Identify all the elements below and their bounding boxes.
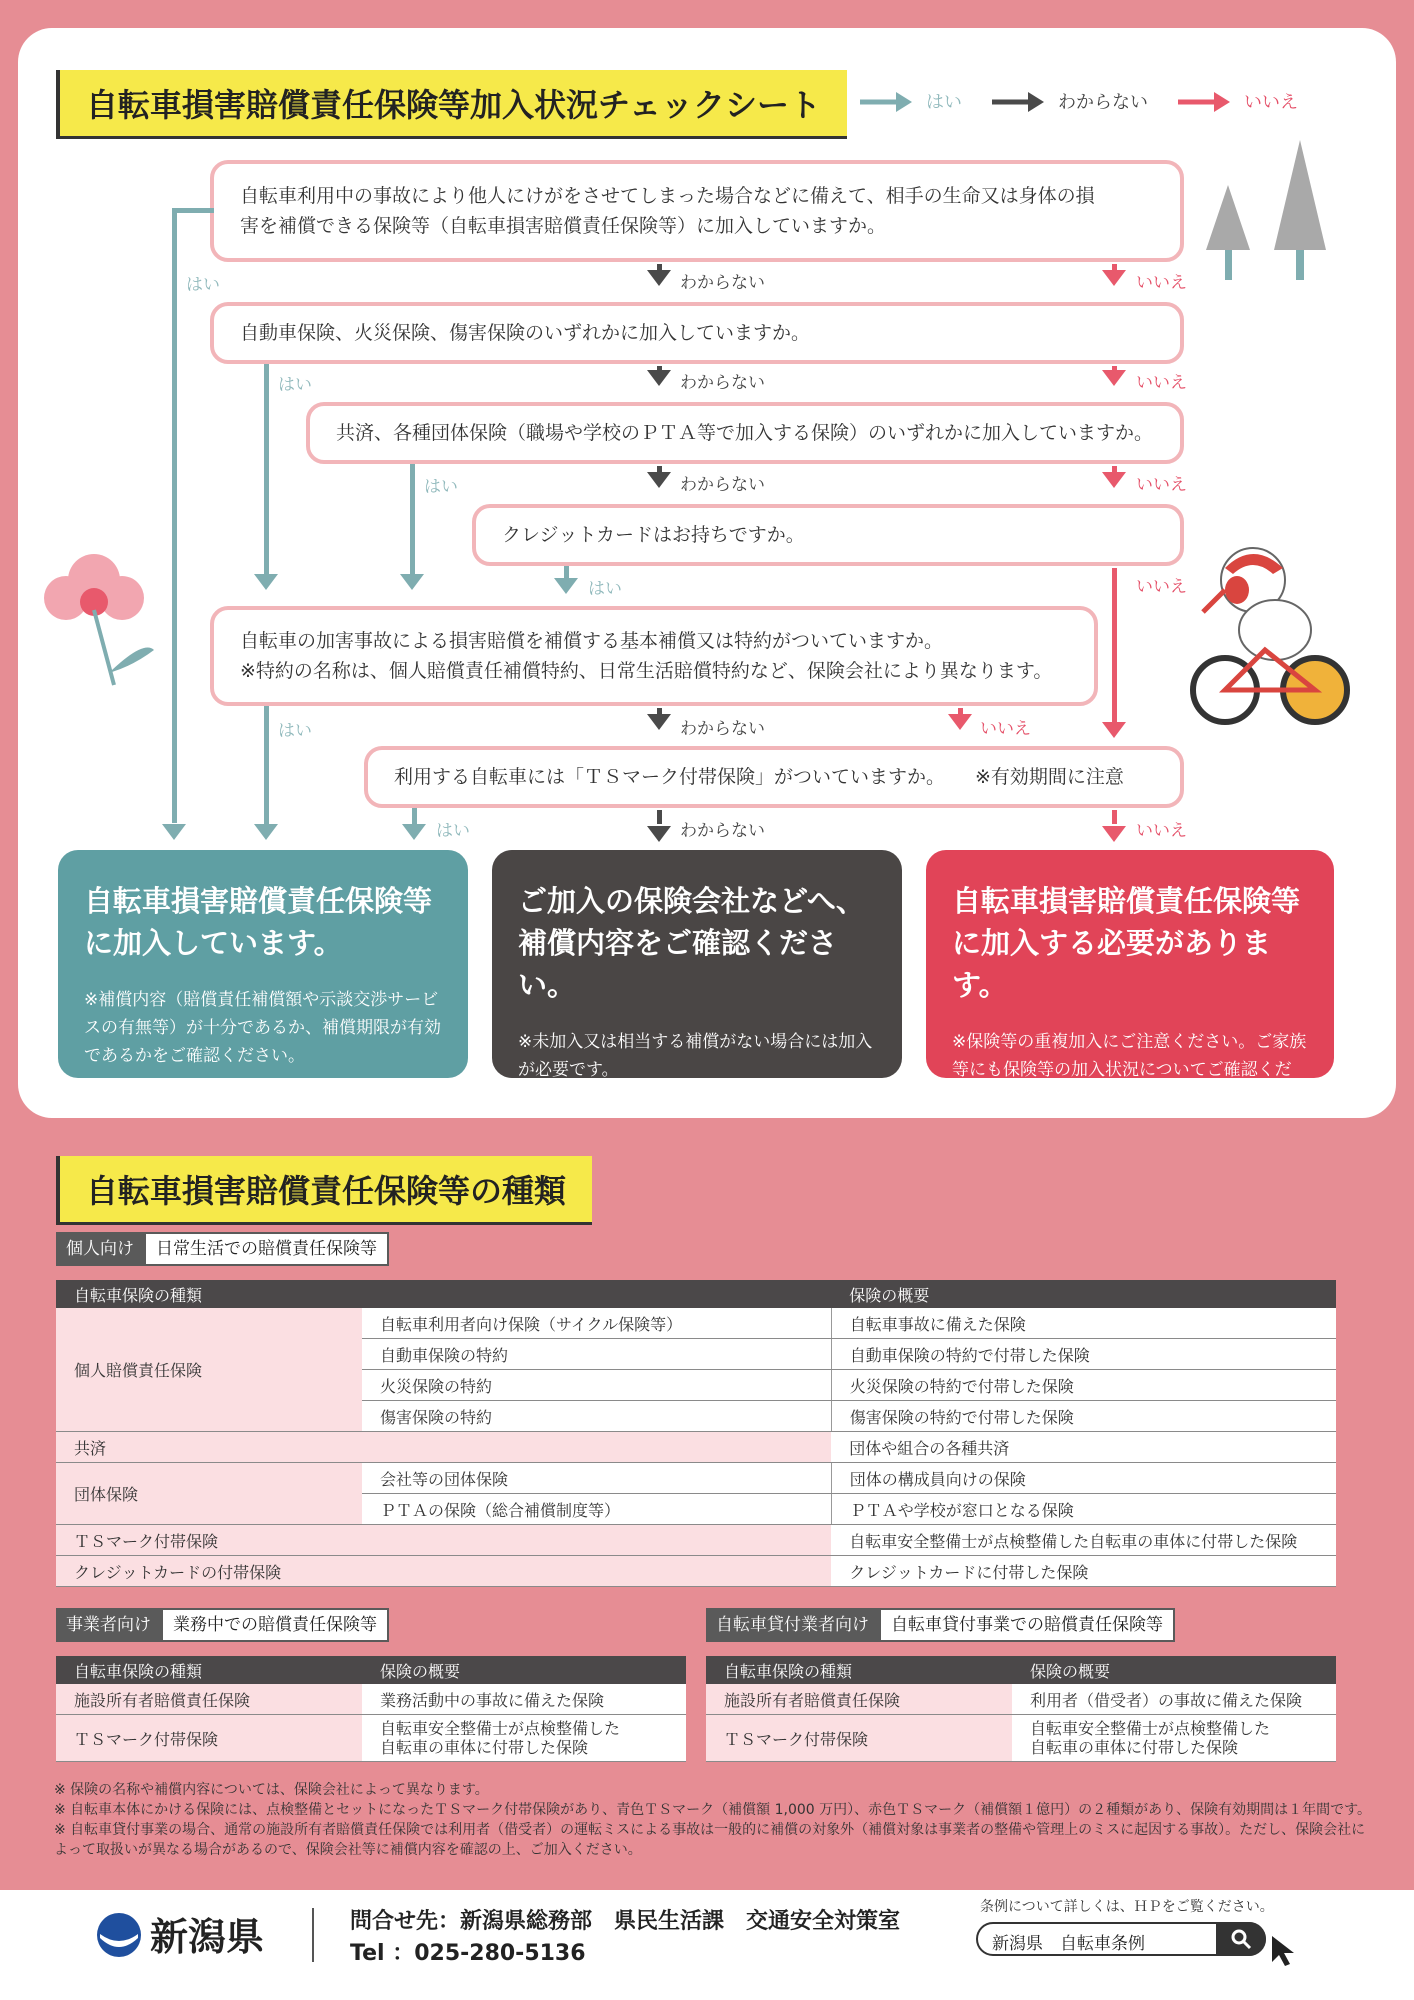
table-row (56, 1308, 1336, 1339)
arrow-q5-yes-icon (254, 824, 278, 840)
row-subtype: ＰＴＡの保険（総合補償制度等） (362, 1494, 831, 1525)
result-enrolled-title2: に加入しています。 (84, 926, 343, 960)
arrow-q3-unknown-icon (647, 472, 671, 488)
row-description: 団体や組合の各種共済 (831, 1432, 1336, 1463)
search-button[interactable] (1216, 1922, 1266, 1956)
result-confirm (492, 850, 902, 1078)
row-category: 施設所有者賠償責任保険 (706, 1684, 1012, 1715)
table-header (56, 1656, 686, 1684)
arrow-q6-no-icon (1102, 826, 1126, 842)
legend-no-arrow-icon (1178, 92, 1230, 112)
row-description: 火災保険の特約で付帯した保険 (831, 1370, 1336, 1401)
footnote-3: ※ 自転車貸付事業の場合、通常の施設所有者賠償責任保険では利用者（借受者）の運転ミスによる事故は一般的に補償の対象外（補償対象は事業者の整備や管理上のミスに起因する事故）。ただし、保険会社によって取扱いが異なる場合があるので、保険会社等に補償内容を確認の上、ご加入ください。 (54, 1822, 1366, 1858)
arrow-q4-no-icon (1102, 722, 1126, 738)
row-category: ＴＳマーク付帯保険 (56, 1715, 362, 1762)
question-1-line2: 害を補償できる保険等（自転車損害賠償責任保険等）に加入していますか。 (240, 215, 887, 237)
q3-yes-label: はい (424, 477, 458, 497)
q6-no-label: いいえ (1136, 821, 1187, 841)
result-confirm-note: ※未加入又は相当する補償がない場合には加入が必要です。 (518, 1032, 873, 1080)
table-row (56, 1556, 1336, 1587)
personal-insurance-table (56, 1280, 1336, 1587)
result-enrolled-title1: 自転車損害賠償責任保険等 (84, 884, 433, 918)
flow-line-q5-yes (264, 706, 269, 824)
types-title: 自転車損害賠償責任保険等の種類 (56, 1156, 592, 1225)
table-row (56, 1463, 1336, 1494)
row-description-line1: 自転車安全整備士が点検整備した (1030, 1719, 1271, 1738)
table-header (706, 1656, 1336, 1684)
question-6 (364, 746, 1184, 808)
arrow-q2-no-icon (1102, 370, 1126, 386)
arrow-q1-no-icon (1102, 270, 1126, 286)
table-row (706, 1715, 1336, 1762)
q2-yes-label: はい (278, 375, 312, 395)
contact-tel: Tel ：025-280-5136 (350, 1941, 586, 1966)
row-category: ＴＳマーク付帯保険 (706, 1715, 1012, 1762)
contact-label: 問合せ先：新潟県総務部 県民生活課 交通安全対策室 (350, 1909, 901, 1934)
q1-yes-label: はい (186, 275, 220, 295)
business-tag-key: 事業者向け (56, 1608, 161, 1642)
business-tag-value: 業務中での賠償責任保険等 (161, 1608, 389, 1642)
question-1 (210, 160, 1184, 262)
header-type: 自転車保険の種類 (56, 1656, 362, 1684)
arrow-q2-unknown-icon (647, 370, 671, 386)
result-required-title2: に加入する必要があります。 (952, 926, 1272, 1002)
row-description: 団体の構成員向けの保険 (831, 1463, 1336, 1494)
footer-divider (312, 1908, 314, 1962)
table-row (56, 1432, 1336, 1463)
question-2 (210, 302, 1184, 364)
row-description: 傷害保険の特約で付帯した保険 (831, 1401, 1336, 1432)
row-category: 団体保険 (56, 1463, 362, 1525)
personal-tag-key: 個人向け (56, 1232, 144, 1266)
question-3-text: 共済、各種団体保険（職場や学校のＰＴＡ等で加入する保険）のいずれかに加入していますか。 (336, 422, 1154, 444)
header-summary: 保険の概要 (362, 1656, 686, 1684)
business-insurance-table (56, 1656, 686, 1762)
business-tag (56, 1608, 389, 1642)
rental-insurance-table (706, 1656, 1336, 1762)
prefecture-logo-icon (96, 1912, 142, 1958)
table-row (56, 1525, 1336, 1556)
result-enrolled (58, 850, 468, 1078)
question-6-note: ※有効期間に注意 (975, 766, 1124, 788)
row-category: ＴＳマーク付帯保険 (56, 1525, 831, 1556)
row-subtype: 傷害保険の特約 (362, 1401, 831, 1432)
q5-yes-label: はい (278, 721, 312, 741)
arrow-q6-yes-icon (402, 824, 426, 840)
flow-line-q4-no (1112, 568, 1117, 724)
row-description: 自動車保険の特約で付帯した保険 (831, 1339, 1336, 1370)
question-6-text: 利用する自転車には「ＴＳマーク付帯保険」がついていますか。 (394, 766, 946, 788)
question-2-text: 自動車保険、火災保険、傷害保険のいずれかに加入していますか。 (240, 322, 811, 344)
row-description-line1: 自転車安全整備士が点検整備した (380, 1719, 621, 1738)
result-confirm-title2: 補償内容をご確認ください。 (518, 926, 838, 1002)
cursor-icon (1270, 1934, 1300, 1968)
legend-no-label: いいえ (1244, 92, 1298, 113)
rental-tag-value: 自転車貸付事業での賠償責任保険等 (879, 1608, 1175, 1642)
question-5 (210, 606, 1098, 706)
flow-line-q6-unknown (657, 810, 662, 824)
arrow-q4-yes-icon (554, 578, 578, 594)
result-enrolled-note: ※補償内容（賠償責任補償額や示談交渉サービスの有無等）が十分であるか、補償期限が有効であるかをご確認ください。 (84, 990, 441, 1066)
header-type: 自転車保険の種類 (56, 1280, 831, 1308)
row-description-line2: 自転車の車体に付帯した保険 (1030, 1738, 1239, 1757)
footnote-2: ※ 自転車本体にかける保険には、点検整備とセットになったＴＳマーク付帯保険があり、青色ＴＳマーク（補償額 1,000 万円）、赤色ＴＳマーク（補償額１億円）の２種類があり、保険有効期間は１年間です。 (54, 1802, 1372, 1818)
question-5-line1: 自転車の加害事故による損害賠償を補償する基本補償又は特約がついていますか。 (240, 630, 944, 652)
row-category: クレジットカードの付帯保険 (56, 1556, 831, 1587)
flow-line-q6-no (1112, 810, 1117, 824)
result-confirm-title1: ご加入の保険会社などへ、 (518, 884, 865, 918)
flow-line-q2-yes (264, 364, 269, 574)
arrow-q1-yes-icon (162, 824, 186, 840)
arrow-q6-unknown-icon (647, 826, 671, 842)
q3-unknown-label: わからない (680, 475, 765, 495)
flower-illustration (24, 540, 164, 690)
legend-yes-arrow-icon (860, 92, 912, 112)
table-header (56, 1280, 1336, 1308)
row-subtype: 自動車保険の特約 (362, 1339, 831, 1370)
row-subtype: 火災保険の特約 (362, 1370, 831, 1401)
row-description: ＰＴＡや学校が窓口となる保険 (831, 1494, 1336, 1525)
question-1-line1: 自転車利用中の事故により他人にけがをさせてしまった場合などに備えて、相手の生命又は身体の損 (240, 185, 1095, 207)
q1-no-label: いいえ (1136, 273, 1187, 293)
result-required-title1: 自転車損害賠償責任保険等 (952, 884, 1301, 918)
q2-no-label: いいえ (1136, 373, 1187, 393)
arrow-q2-yes-icon (254, 574, 278, 590)
q6-yes-label: はい (436, 821, 470, 841)
row-description: クレジットカードに付帯した保険 (831, 1556, 1336, 1587)
row-subtype: 会社等の団体保険 (362, 1463, 831, 1494)
q5-no-label: いいえ (980, 719, 1031, 739)
legend-unknown-arrow-icon (992, 92, 1044, 112)
footnotes (54, 1780, 1374, 1860)
row-description: 利用者（借受者）の事故に備えた保険 (1012, 1684, 1336, 1715)
header-summary: 保険の概要 (831, 1280, 1336, 1308)
header-type: 自転車保険の種類 (706, 1656, 1012, 1684)
row-subtype: 自転車利用者向け保険（サイクル保険等） (362, 1308, 831, 1339)
legend-unknown-label: わからない (1058, 92, 1148, 113)
question-3 (306, 402, 1184, 464)
question-4 (472, 504, 1184, 566)
rental-tag-key: 自転車貸付業者向け (706, 1608, 879, 1642)
prefecture-name: 新潟県 (150, 1915, 265, 1959)
q3-no-label: いいえ (1136, 475, 1187, 495)
row-category: 個人賠償責任保険 (56, 1308, 362, 1432)
personal-tag-value: 日常生活での賠償責任保険等 (144, 1232, 389, 1266)
table-row (706, 1684, 1336, 1715)
flow-line-q1-yes (172, 208, 177, 823)
row-description: 自転車事故に備えた保険 (831, 1308, 1336, 1339)
footer (0, 1890, 1414, 2000)
flow-line-q3-yes (410, 464, 415, 574)
hp-note: 条例について詳しくは、ＨＰをご覧ください。 (980, 1899, 1274, 1915)
table-row (56, 1684, 686, 1715)
arrow-q5-no-icon (948, 714, 972, 730)
q6-unknown-label: わからない (680, 821, 765, 841)
search-icon (1230, 1928, 1252, 1950)
question-5-line2: ※特約の名称は、個人賠償責任補償特約、日常生活賠償特約など、保険会社により異なります。 (240, 660, 1053, 682)
q2-unknown-label: わからない (680, 373, 765, 393)
checksheet-title: 自転車損害賠償責任保険等加入状況チェックシート (56, 70, 847, 139)
search-text: 新潟県 自転車条例 (992, 1934, 1145, 1954)
personal-tag (56, 1232, 389, 1266)
arrow-q1-unknown-icon (647, 270, 671, 286)
row-description-line2: 自転車の車体に付帯した保険 (380, 1738, 589, 1757)
arrow-q3-yes-icon (400, 574, 424, 590)
row-description: 自転車安全整備士が点検整備した自転車の車体に付帯した保険 (831, 1525, 1336, 1556)
question-4-text: クレジットカードはお持ちですか。 (502, 524, 805, 546)
footnote-1: ※ 保険の名称や補償内容については、保険会社によって異なります。 (54, 1782, 489, 1798)
q5-unknown-label: わからない (680, 719, 765, 739)
table-row (56, 1715, 686, 1762)
row-category: 共済 (56, 1432, 831, 1463)
result-required (926, 850, 1334, 1108)
result-required-note: ※保険等の重複加入にご注意ください。ご家族等にも保険等の加入状況についてご確認ください。 (952, 1032, 1307, 1108)
q4-no-label: いいえ (1136, 577, 1187, 597)
arrow-q5-unknown-icon (647, 714, 671, 730)
legend-yes-label: はい (926, 92, 962, 113)
trees-illustration (1200, 140, 1350, 280)
row-description: 業務活動中の事故に備えた保険 (362, 1684, 686, 1715)
header-summary: 保険の概要 (1012, 1656, 1336, 1684)
flow-connector-q1-yes (172, 208, 214, 213)
row-category: 施設所有者賠償責任保険 (56, 1684, 362, 1715)
search-box[interactable] (976, 1922, 1266, 1956)
mascot-illustration (1185, 540, 1360, 725)
q4-yes-label: はい (588, 579, 622, 599)
flow-line-q6-yes (412, 808, 417, 824)
rental-tag (706, 1608, 1175, 1642)
q1-unknown-label: わからない (680, 273, 765, 293)
arrow-q3-no-icon (1102, 472, 1126, 488)
